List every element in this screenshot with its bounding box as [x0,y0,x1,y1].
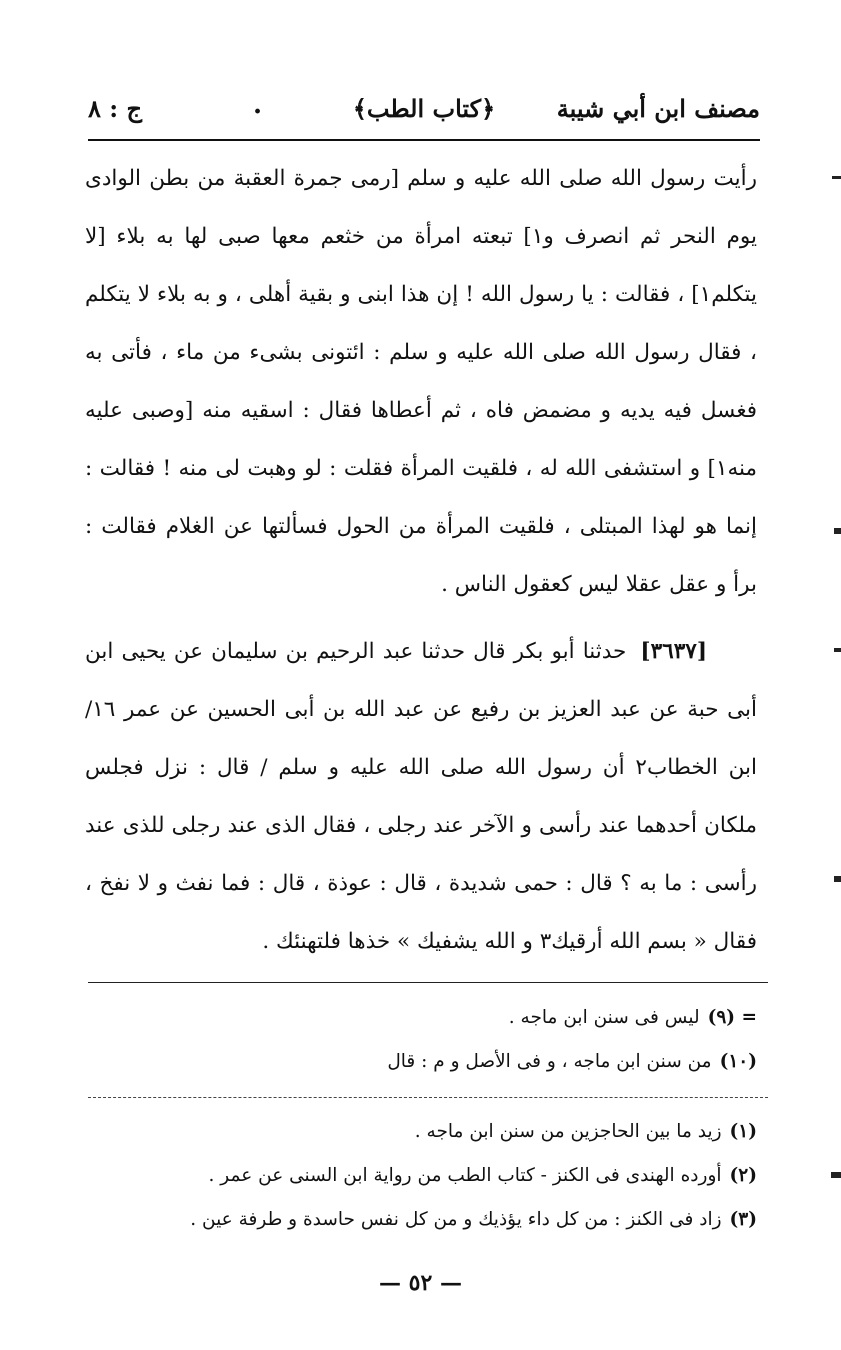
footnote-item [77,1198,757,1242]
folio-marker: ١٦/ [85,697,116,722]
paragraph-continued-hadith: رأيت رسول الله صلى الله عليه و سلم [رمى جمرة العقبة من بطن الوادى يوم النحر ثم انصرف و١] تبعته امرأة من خثعم معها صبى لها به بلاء [لا يتكلم١] ، فقالت : يا رسول الله ! إن هذا ابنى و بقية أهلى ، و به بلاء لا يتكلم ، فقال رسول الله صلى الله عليه و سلم : ائتونى بشىء من ماء ، فأتى به فغسل فيه يديه و مضمض فاه ، ثم أعطاها فقال : اسقيه منه [وصبى عليه منه١] و استشفى الله له ، فلقيت المرأة فقلت : لو وهبت لى منه ! فقالت : إنما هو لهذا المبتلى ، فلقيت المرأة من الحول فسألتها عن الغلام فقالت : برأ و عقل عقلا ليس كعقول الناس . [85,166,757,597]
volume-label: ج : ٨ [88,94,142,123]
margin-mark [834,876,841,882]
hadith-text-part-1: حدثنا أبو بكر قال حدثنا عبد الرحيم بن سليمان عن يحيى ابن أبى حبة عن عبد العزيز بن رفيع عن عبد الله بن أبى الحسين عن عمر [85,639,758,722]
paragraph-hadith-3637 [85,623,757,971]
footnote-text: من سنن ابن ماجه ، و فى الأصل و م : قال [387,1051,712,1072]
footnote-number: (٣) [729,1209,757,1230]
footnote-number: (١٠) [719,1051,757,1072]
footnote-item [77,1154,757,1198]
header-divider [88,139,760,141]
footnote-number: (٢) [729,1165,757,1186]
margin-mark [832,176,841,179]
footnotes-previous-page [77,996,757,1084]
margin-mark [834,648,841,652]
header-dot: . [253,90,263,120]
footnote-text: زاد فى الكنز : من كل داء يؤذيك و من كل نفس حاسدة و طرفة عين . [190,1209,722,1230]
hadith-text-part-2: ابن الخطاب٢ أن رسول الله صلى الله عليه و سلم / قال : نزل فجلس ملكان أحدهما عند رأسى و الآخر عند رجلى ، فقال الذى عند رجلى للذى عند رأسى : ما به ؟ قال : حمى شديدة ، قال : عوذة ، قال : فما نفث و لا نفخ ، فقال « بسم الله أرقيك٣ و الله يشفيك » خذها فلتهنئك . [85,755,757,954]
footnote-item [77,1040,757,1084]
footnote-text: زيد ما بين الحاجزين من سنن ابن ماجه . [414,1121,722,1142]
footnote-text: ليس فى سنن ابن ماجه . [508,1007,700,1028]
footnote-number: (١) [729,1121,757,1142]
footnote-item [77,996,757,1040]
page-number: — ٥٢ — [379,1270,462,1296]
hadith-number: [٣٦٣٧] [640,639,707,664]
book-title: مصنف ابن أبي شيبة [556,94,760,123]
page-header [88,88,760,138]
margin-mark [831,1172,841,1178]
footnote-number: = (٩) [707,1007,757,1028]
footnote-divider [88,982,768,983]
footnote-dashed-divider [88,1097,768,1098]
footnote-item [77,1110,757,1154]
footnotes-current-page [77,1110,757,1242]
margin-mark [834,528,841,534]
footnote-text: أورده الهندى فى الكنز - كتاب الطب من رواية ابن السنى عن عمر . [208,1165,722,1186]
chapter-title: ﴿كتاب الطب﴾ [352,94,496,123]
